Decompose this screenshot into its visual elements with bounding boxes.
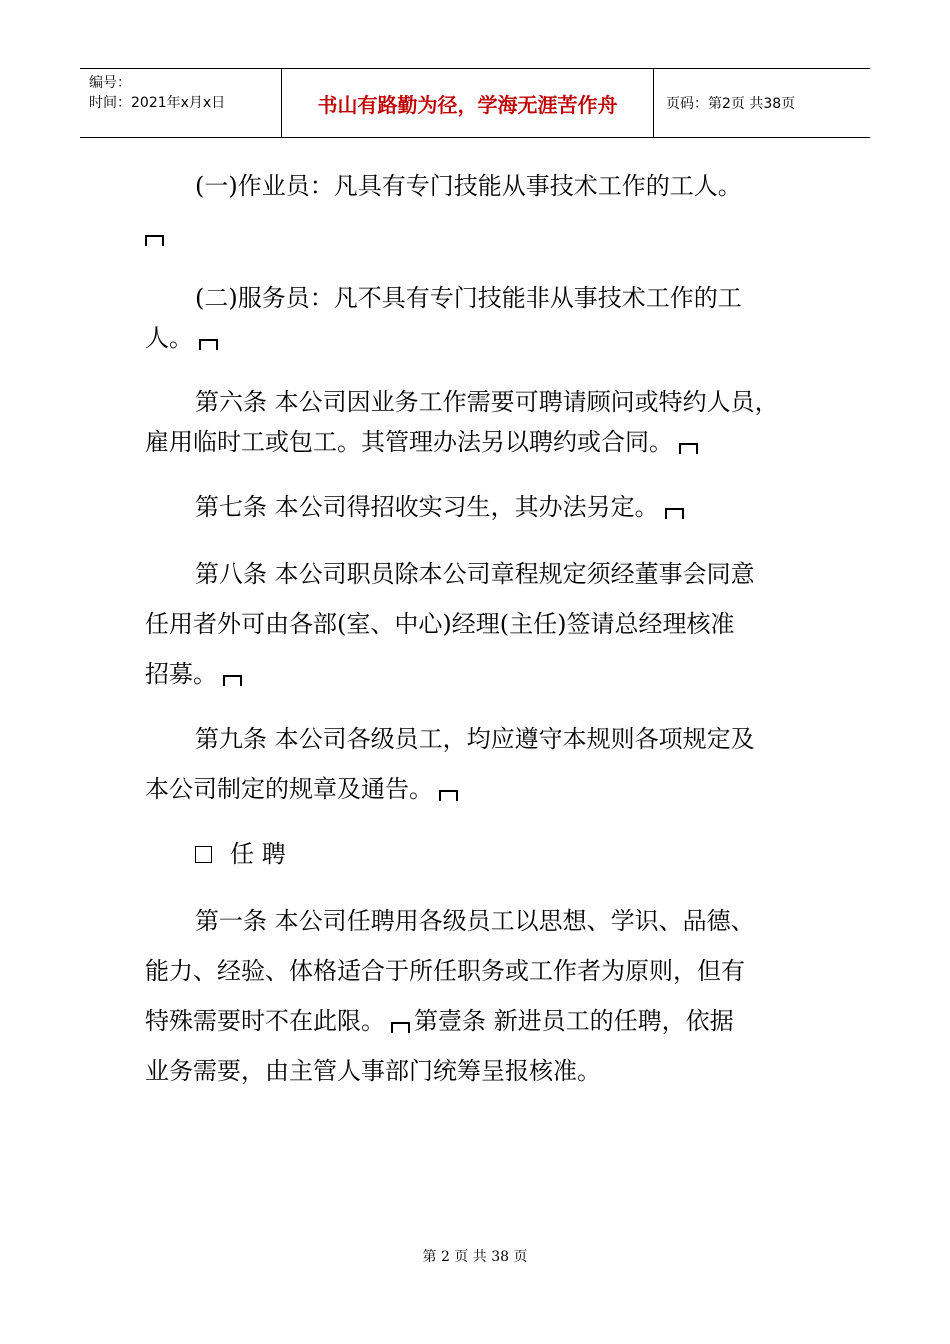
number-label: 编号： <box>89 75 131 91</box>
document-body <box>145 166 800 1091</box>
header-meta <box>80 69 282 137</box>
paragraph-article-6 <box>145 382 800 462</box>
header-motto: 书山有路勤为径，学海无涯苦作舟 <box>282 69 654 137</box>
text-line: 任用者外可由各部(室、中心)经理(主任)签请总经理核准 <box>145 610 735 638</box>
paragraph-mark-icon <box>391 1022 410 1033</box>
page-footer: 第 2 页 共 38 页 <box>422 1249 528 1265</box>
paragraph-marker-line <box>145 206 800 272</box>
paragraph-mark-icon <box>439 790 458 801</box>
text-line: 业务需要，由主管人事部门统筹呈报核准。 <box>145 1057 601 1085</box>
time-label: 时间：2021年x月x日 <box>89 95 226 111</box>
text-line: 第七条 本公司得招收实习生，其办法另定。 <box>195 493 659 521</box>
text-line: 第六条 本公司因业务工作需要可聘请顾问或特约人员， <box>195 388 779 416</box>
text-line: 人。 <box>145 324 193 352</box>
page-header <box>80 68 870 138</box>
paragraph-service <box>145 278 800 358</box>
paragraph-mark-icon <box>145 235 164 246</box>
text-line: 特殊需要时不在此限。 <box>145 1007 385 1035</box>
paragraph-mark-icon <box>679 443 698 454</box>
text-line: 招募。 <box>145 660 217 688</box>
section-heading <box>145 834 800 874</box>
text-line: 第壹条 新进员工的任聘，依据 <box>414 1007 734 1035</box>
text-line: 雇用临时工或包工。其管理办法另以聘约或合同。 <box>145 428 673 456</box>
paragraph-mark-icon <box>665 508 684 519</box>
paragraph-worker <box>145 166 800 206</box>
text-line: 能力、经验、体格适合于所任职务或工作者为原则，但有 <box>145 957 745 985</box>
header-page-info: 页码：第2页 共38页 <box>666 96 796 112</box>
text-line: (二)服务员：凡不具有专门技能非从事技术工作的工 <box>195 284 742 312</box>
paragraph-article-8 <box>145 554 800 694</box>
text-line: 第九条 本公司各级员工，均应遵守本规则各项规定及 <box>195 725 755 753</box>
paragraph-article-7 <box>145 487 800 527</box>
text-line: 本公司制定的规章及通告。 <box>145 775 433 803</box>
text-line: 第八条 本公司职员除本公司章程规定须经董事会同意 <box>195 560 755 588</box>
section-heading-text: 任 聘 <box>230 840 286 868</box>
paragraph-appointment <box>145 901 800 1091</box>
paragraph-article-9 <box>145 719 800 809</box>
paragraph-mark-icon <box>199 339 218 350</box>
text-line: (一)作业员：凡具有专门技能从事技术工作的工人。 <box>195 172 742 200</box>
paragraph-mark-icon <box>223 675 242 686</box>
checkbox-square-icon <box>195 846 212 863</box>
text-line: 第一条 本公司任聘用各级员工以思想、学识、品德、 <box>195 907 755 935</box>
